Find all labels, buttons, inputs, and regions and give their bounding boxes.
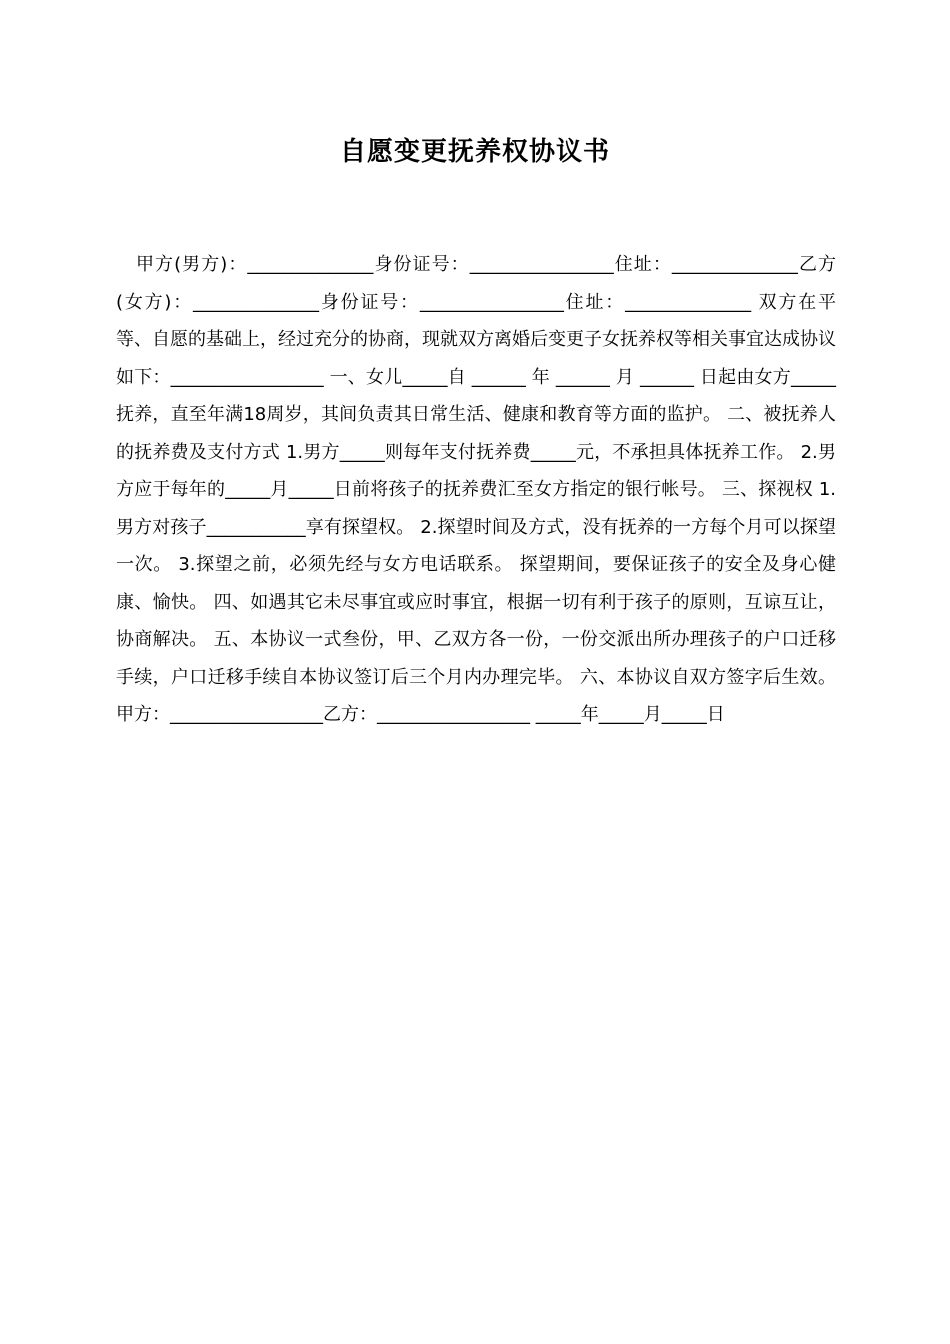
document-title: 自愿变更抚养权协议书 bbox=[339, 137, 610, 167]
agreement-body: 甲方(男方)：______________身份证号：________________住址：______________乙方(女方)：______________身份证号：________________住址：______________ 双方在平等、自愿的基础上，经过充分的协商，现就双方离婚后变更子女抚养权等相关事宜达成协议如下：_________________ 一、女儿_____自 ______ 年 ______ 月 ______ 日起由女方_____抚养，直至年满18周岁，其间负责其日常生活、健康和教育等方面的监护。 二、被抚养人的抚养费及支付方式 1.男方_____则每年支付抚养费_____元，不承担具体抚养工作。 2.男方应于每年的_____月_____日前将孩子的抚养费汇至女方指定的银行帐号。 三、探视权 1.男方对孩子___________享有探望权。 2.探望时间及方式，没有抚养的一方每个月可以探望一次。 3.探望之前，必须先经与女方电话联系。 探望期间，要保证孩子的安全及身心健康、愉快。 四、如遇其它未尽事宜或应时事宜，根据一切有利于孩子的原则，互谅互让，协商解决。 五、本协议一式叁份，甲、乙双方各一份，一份交派出所办理孩子的户口迁移手续，户口迁移手续自本协议签订后三个月内办理完毕。 六、本协议自双方签字后生效。 甲方：_________________乙方：_________________ _____年_____月_____日 bbox=[116, 254, 836, 725]
